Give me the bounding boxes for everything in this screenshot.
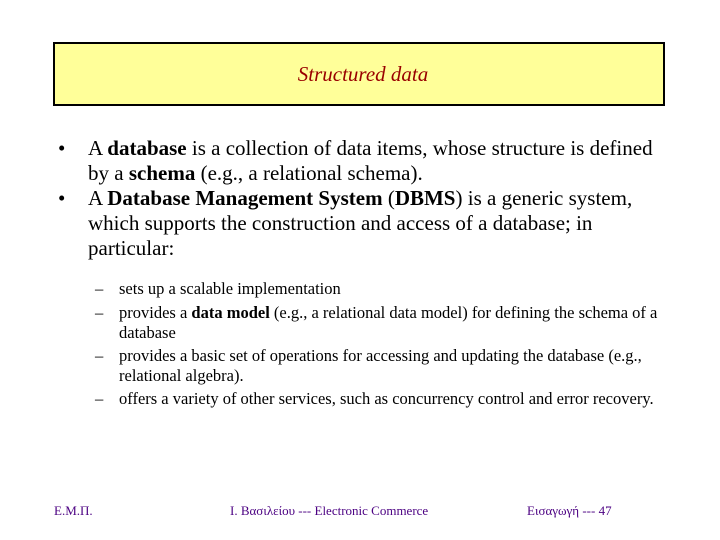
keyword-schema: schema (128, 161, 196, 185)
bullet-mark: • (58, 186, 66, 210)
sub-bullet-text (119, 301, 670, 344)
sub-bullet-text: sets up a scalable implementation (119, 279, 341, 298)
bullet-item (58, 136, 678, 186)
sub-bullet-text: offers a variety of other services, such as concurrency control and error recovery. (119, 389, 654, 408)
title-box (53, 42, 665, 106)
slide-title: Structured data (297, 61, 429, 86)
sub-bullet-text: provides a basic set of operations for accessing and updating the database (e.g., relational algebra). (119, 346, 642, 385)
text-run: provides a (119, 303, 192, 322)
text-run: (e.g., a relational data model) for defining the schema of a database (119, 303, 658, 342)
sub-bullet-item (95, 344, 670, 387)
text-run: is a collection of data items, whose structure is defined by a (88, 136, 653, 185)
bullet-list (58, 136, 678, 261)
sub-bullet-list (95, 277, 670, 411)
bullet-mark: • (58, 136, 66, 160)
footer-right: Εισαγωγή --- 47 (527, 503, 612, 518)
bullet-text (88, 136, 678, 186)
text-run: ) is a generic system, which supports the construction and access of a database; in particular: (88, 186, 633, 260)
sub-bullet-item (95, 301, 670, 344)
sub-bullet-mark: – (95, 389, 104, 408)
text-run: (e.g., a relational schema). (195, 161, 423, 185)
text-run: A (88, 136, 108, 160)
keyword-dbms: DBMS (394, 186, 456, 210)
text-run: ( (382, 186, 395, 210)
sub-bullet-mark: – (95, 346, 104, 365)
sub-bullet-item (95, 277, 670, 301)
keyword-dbms-full: Database Management System (107, 186, 383, 210)
bullet-item (58, 186, 678, 261)
keyword-data-model: data model (191, 303, 270, 322)
bullet-text (88, 186, 678, 261)
text-run: A (88, 186, 108, 210)
sub-bullet-mark: – (95, 279, 104, 298)
keyword-database: database (107, 136, 187, 160)
footer-left: Ε.Μ.Π. (54, 503, 93, 518)
footer-center: Ι. Βασιλείου --- Electronic Commerce (230, 503, 429, 518)
sub-bullet-item (95, 387, 670, 411)
sub-bullet-mark: – (95, 303, 104, 322)
